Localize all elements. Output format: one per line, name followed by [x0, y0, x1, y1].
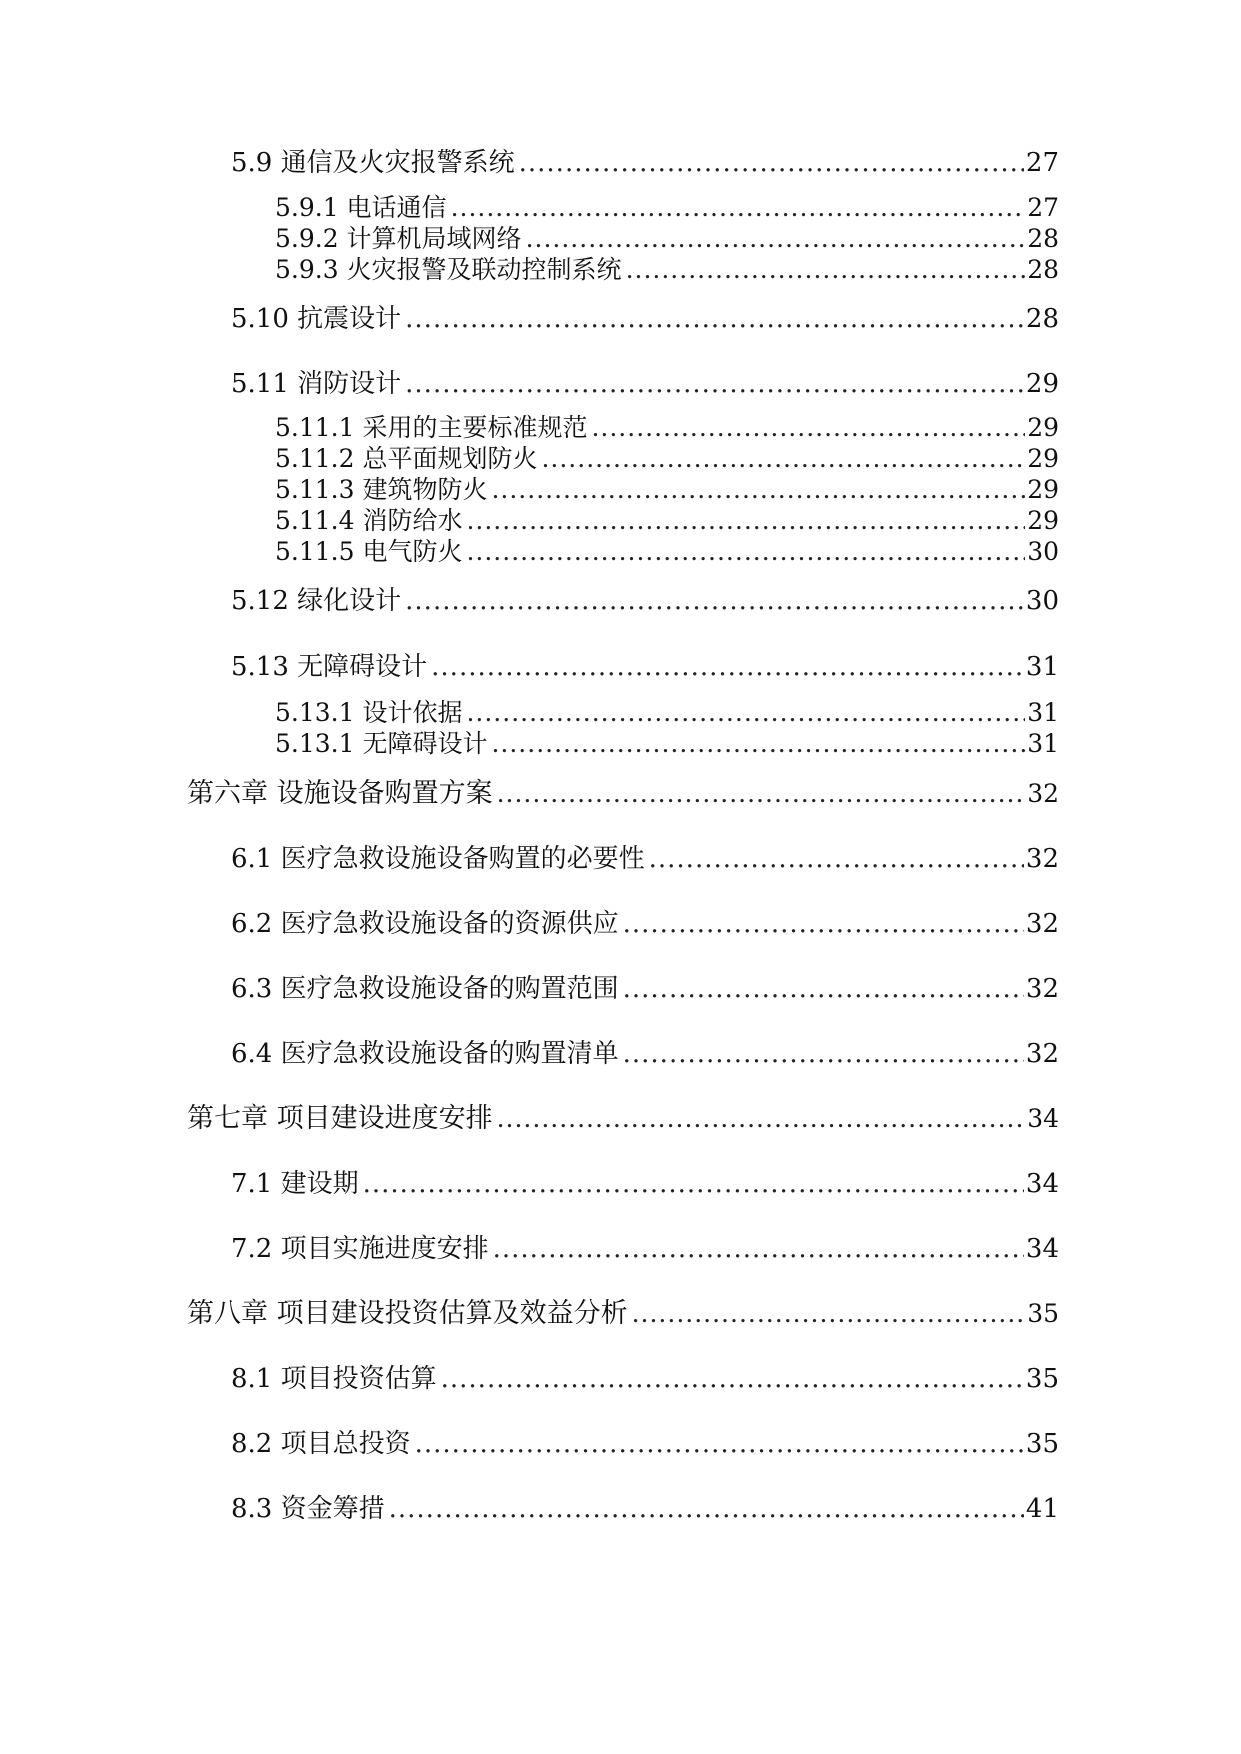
- dot-leader: [497, 781, 1026, 806]
- toc-entry-page: 31: [1025, 652, 1059, 682]
- dot-leader: [451, 195, 1026, 220]
- toc-entry-page: 29: [1027, 506, 1059, 535]
- dot-leader: [363, 1171, 1024, 1197]
- toc-entry-title: 5.13.1 无障碍设计: [275, 729, 488, 758]
- dot-leader: [389, 1496, 1024, 1522]
- toc-entry-title: 5.11 消防设计: [231, 369, 402, 399]
- toc-entry-title: 5.11.3 建筑物防火: [275, 475, 488, 504]
- toc-entry-page: 30: [1027, 537, 1059, 566]
- toc-entry[interactable]: [231, 371, 1059, 397]
- toc-entry[interactable]: [275, 226, 1059, 251]
- toc-entry-page: 32: [1025, 974, 1059, 1004]
- toc-entry[interactable]: [275, 446, 1059, 471]
- dot-leader: [405, 371, 1024, 397]
- toc-entry-title: 7.2 项目实施进度安排: [231, 1234, 489, 1264]
- toc-entry[interactable]: [275, 257, 1059, 282]
- toc-entry-page: 34: [1025, 1169, 1059, 1199]
- toc-entry[interactable]: [275, 539, 1059, 564]
- toc-entry-title: 7.1 建设期: [231, 1169, 359, 1199]
- toc-entry-page: 32: [1025, 909, 1059, 939]
- toc-entry-page: 41: [1025, 1494, 1059, 1524]
- toc-entry-title: 5.10 抗震设计: [231, 304, 402, 334]
- toc-entry-title: 8.3 资金筹措: [231, 1494, 385, 1524]
- toc-entry-page: 32: [1025, 844, 1059, 874]
- toc-chapter-entry[interactable]: [187, 780, 1059, 807]
- toc-entry-page: 29: [1027, 475, 1059, 504]
- toc-entry-title: 5.11.5 电气防火: [275, 537, 463, 566]
- toc-entry[interactable]: [231, 976, 1059, 1002]
- toc-chapter-entry[interactable]: [187, 1105, 1059, 1132]
- dot-leader: [626, 257, 1026, 282]
- toc-entry-page: 35: [1025, 1364, 1059, 1394]
- toc-entry-page: 29: [1027, 444, 1059, 473]
- dot-leader: [649, 846, 1024, 872]
- toc-entry-title: 第八章 项目建设投资估算及效益分析: [187, 1298, 628, 1329]
- dot-leader: [632, 1301, 1026, 1326]
- toc-entry-title: 5.13 无障碍设计: [231, 652, 428, 682]
- dot-leader: [405, 306, 1024, 332]
- toc-entry[interactable]: [231, 654, 1059, 680]
- toc-entry-title: 6.3 医疗急救设施设备的购置范围: [231, 974, 619, 1004]
- toc-entry-page: 32: [1025, 1039, 1059, 1069]
- toc-entry[interactable]: [231, 846, 1059, 872]
- toc-entry[interactable]: [275, 700, 1059, 725]
- toc-entry-title: 第六章 设施设备购置方案: [187, 778, 493, 809]
- dot-leader: [431, 654, 1024, 680]
- toc-entry[interactable]: [231, 1171, 1059, 1197]
- toc-chapter-entry[interactable]: [187, 1300, 1059, 1327]
- toc-entry[interactable]: [231, 1236, 1059, 1262]
- dot-leader: [466, 508, 1025, 533]
- dot-leader: [526, 226, 1026, 251]
- dot-leader: [415, 1431, 1024, 1457]
- dot-leader: [491, 731, 1025, 756]
- toc-entry[interactable]: [275, 195, 1059, 220]
- toc-entry-title: 5.13.1 设计依据: [275, 698, 463, 727]
- toc-entry-title: 5.9.3 火灾报警及联动控制系统: [275, 255, 622, 284]
- toc-entry[interactable]: [275, 415, 1059, 440]
- toc-entry[interactable]: [231, 306, 1059, 332]
- toc-entry-page: 32: [1027, 779, 1059, 808]
- toc-entry-page: 31: [1027, 729, 1059, 758]
- dot-leader: [623, 1041, 1024, 1067]
- toc-entry-title: 8.2 项目总投资: [231, 1429, 411, 1459]
- toc-entry[interactable]: [231, 588, 1059, 614]
- toc-entry-title: 5.12 绿化设计: [231, 586, 402, 616]
- dot-leader: [493, 1236, 1024, 1262]
- toc-entry[interactable]: [231, 1496, 1059, 1522]
- toc-entry-title: 5.9 通信及火灾报警系统: [231, 148, 515, 178]
- toc-entry-title: 8.1 项目投资估算: [231, 1364, 437, 1394]
- toc-entry[interactable]: [231, 1041, 1059, 1067]
- toc-entry-page: 34: [1025, 1234, 1059, 1264]
- toc-entry-page: 29: [1027, 413, 1059, 442]
- toc-entry-page: 29: [1025, 369, 1059, 399]
- toc-entry-page: 28: [1027, 224, 1059, 253]
- toc-entry-page: 28: [1027, 255, 1059, 284]
- toc-entry-title: 5.11.1 采用的主要标准规范: [275, 413, 588, 442]
- dot-leader: [541, 446, 1025, 471]
- dot-leader: [441, 1366, 1024, 1392]
- toc-entry-title: 5.11.2 总平面规划防火: [275, 444, 538, 473]
- dot-leader: [623, 911, 1024, 937]
- toc-entry-page: 28: [1025, 304, 1059, 334]
- toc-entry[interactable]: [275, 508, 1059, 533]
- dot-leader: [623, 976, 1024, 1002]
- toc-entry-page: 27: [1025, 148, 1059, 178]
- toc-entry-title: 5.11.4 消防给水: [275, 506, 463, 535]
- dot-leader: [405, 588, 1024, 614]
- toc-entry-page: 34: [1027, 1104, 1059, 1133]
- toc-entry-title: 5.9.2 计算机局域网络: [275, 224, 522, 253]
- toc-entry[interactable]: [231, 150, 1059, 176]
- toc-entry[interactable]: [231, 1366, 1059, 1392]
- dot-leader: [497, 1106, 1026, 1131]
- dot-leader: [466, 700, 1025, 725]
- toc-entry-page: 31: [1027, 698, 1059, 727]
- toc-entry-title: 6.4 医疗急救设施设备的购置清单: [231, 1039, 619, 1069]
- toc-entry-page: 35: [1025, 1429, 1059, 1459]
- dot-leader: [519, 150, 1024, 176]
- toc-entry-page: 30: [1025, 586, 1059, 616]
- toc-entry[interactable]: [275, 731, 1059, 756]
- dot-leader: [491, 477, 1025, 502]
- toc-entry-title: 6.1 医疗急救设施设备购置的必要性: [231, 844, 645, 874]
- toc-entry-title: 第七章 项目建设进度安排: [187, 1103, 493, 1134]
- toc-entry[interactable]: [231, 1431, 1059, 1457]
- toc-entry-title: 6.2 医疗急救设施设备的资源供应: [231, 909, 619, 939]
- toc-entry[interactable]: [275, 477, 1059, 502]
- toc-entry-page: 27: [1027, 193, 1059, 222]
- toc-entry[interactable]: [231, 911, 1059, 937]
- toc-entry-title: 5.9.1 电话通信: [275, 193, 447, 222]
- toc-entry-page: 35: [1027, 1299, 1059, 1328]
- dot-leader: [466, 539, 1025, 564]
- dot-leader: [591, 415, 1025, 440]
